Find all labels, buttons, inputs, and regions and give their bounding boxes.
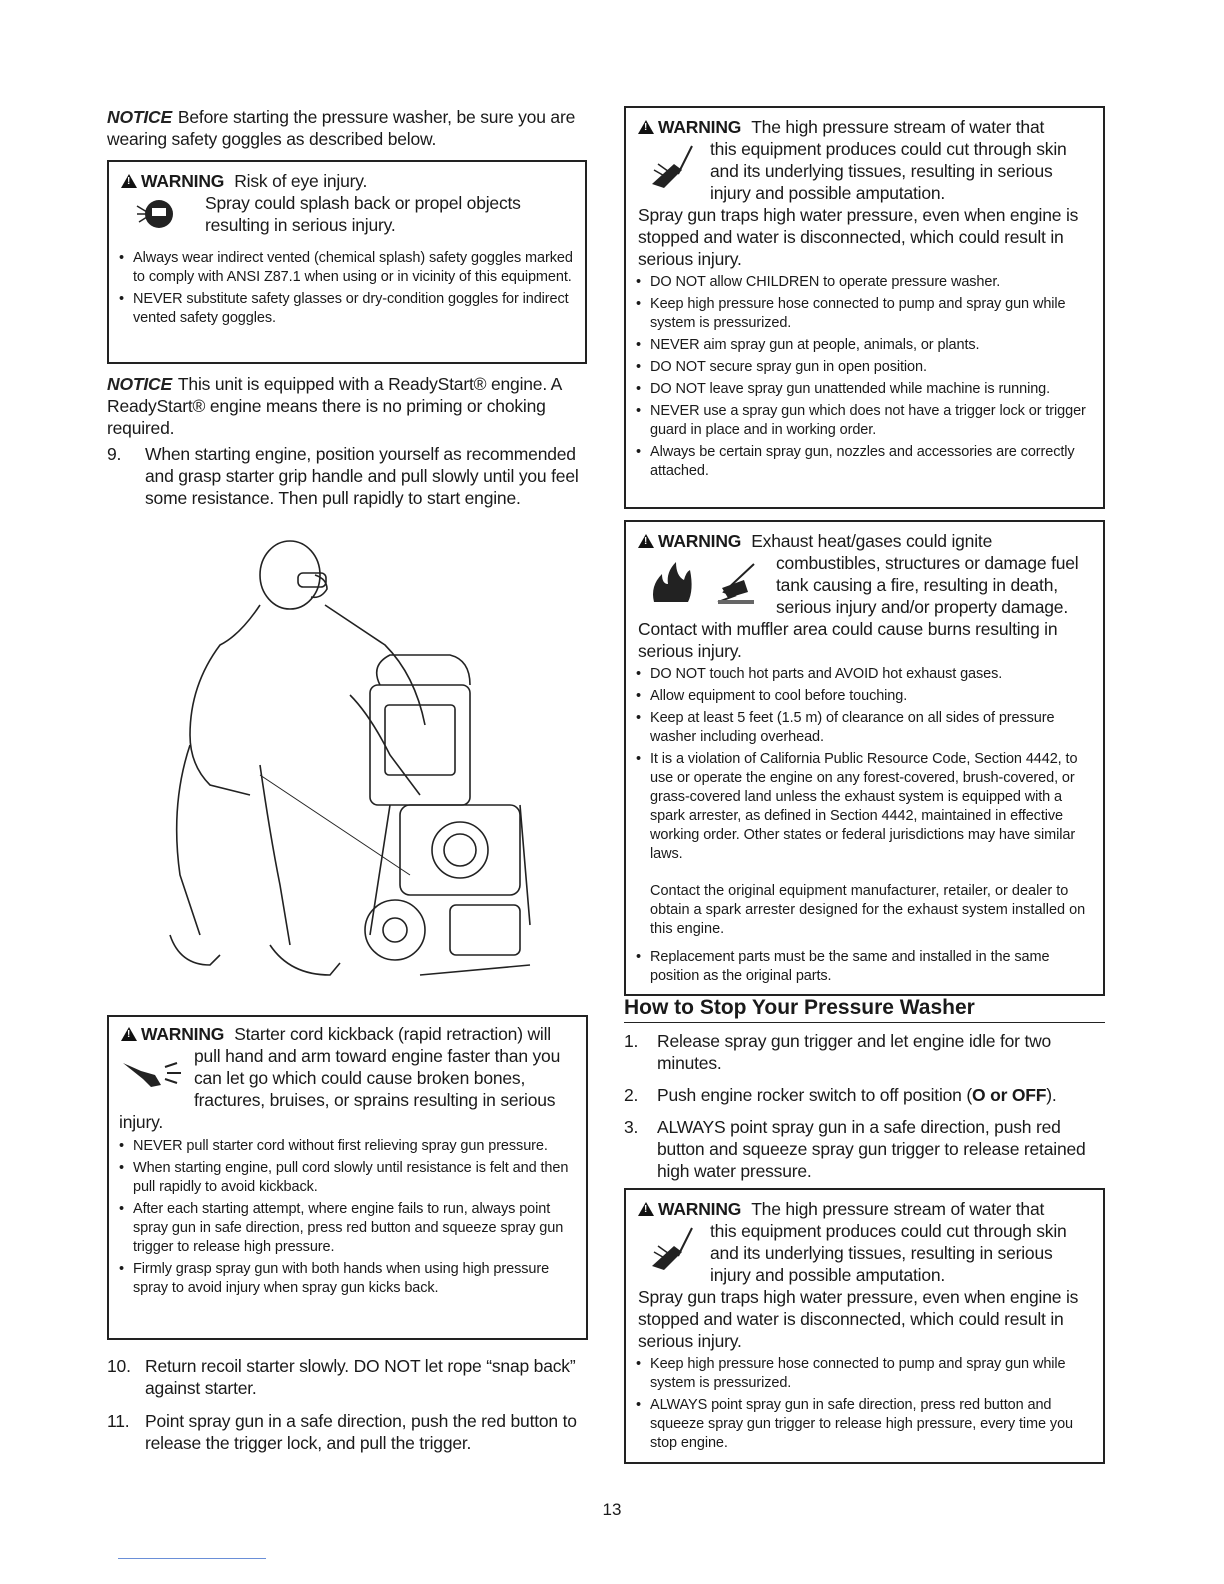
warning-triangle-icon (638, 120, 654, 134)
warning-label: WARNING (141, 171, 225, 191)
list-item: • DO NOT touch hot parts and AVOID hot exhaust gases. (636, 665, 1098, 684)
list-item: • ALWAYS point spray gun in safe direction, press red button and squeeze spray gun trigger to release high pressure, every time you stop engine. (636, 1396, 1098, 1453)
eye-protection-icon (135, 196, 175, 234)
warning-triangle-icon (121, 1027, 137, 1041)
list-item: • It is a violation of California Public Resource Code, Section 4442, to use or operate the engine on any forest-covered, brush-covered, or grass-covered land unless the exhaust system is equipped with a spark arrester, as defined in Section 4442, maintained in effective working order. Other states or federal jurisdictions may have similar laws. (636, 750, 1098, 864)
list-item: • When starting engine, pull cord slowly until resistance is felt and then pull rapidly to avoid kickback. (119, 1159, 577, 1197)
list-item: • DO NOT secure spray gun in open position. (636, 358, 1098, 377)
step-9: 9. When starting engine, position yourself as recommended and grasp starter grip handle and pull slowly until you feel some resistance. Then pull rapidly to start engine. (107, 444, 579, 508)
eye-warning-bullets (119, 246, 575, 328)
page-number: 13 (602, 1500, 622, 1519)
spark-arrester-contact: Contact the original equipment manufacturer, retailer, or dealer to obtain a spark arrester designed for the exhaust system installed on this engine. (650, 883, 1086, 937)
list-item: • NEVER use a spray gun which does not have a trigger lock or trigger guard in place and in working order. (636, 402, 1098, 440)
list-item: • Replacement parts must be the same and installed in the same position as the original parts. (636, 948, 1098, 986)
stop-step-2: 2. Push engine rocker switch to off position (O or OFF). (624, 1085, 1057, 1105)
list-item: • Always wear indirect vented (chemical splash) safety goggles marked to comply with ANSI Z87.1 when using or in vicinity of this equipment. (119, 249, 575, 287)
kickback-warning-bullets (119, 1134, 577, 1298)
warning-exhaust-heat: !WARNING Exhaust heat/gases could ignite combustibles, structures or damage fuel tank causing a fire, resulting in death, serious injury and/or property damage. Contact with muffler area could cause burns resulting in serious injury. • DO NOT touch hot parts and AVOID hot exhaust gases. • Allow equipment to cool before touching. • Keep at least 5 feet (1.5 m) of clearance on all sides of pressure washer including overhead. • It is a violation of California Public Resource Code, Section 4442, to use or operate the engine on any forest-covered, brush-covered, or grass-covered land unless the exhaust system is equipped with a spark arrester, as defined in Section 4442, maintained in effective working order. Other states or federal jurisdictions may have similar laws. Contact the original equipment manufacturer, retailer, or dealer to obtain a spark arrester designed for the exhaust system installed on this engine. • Replacement parts must be the same and installed in the same position as the original parts. (624, 520, 1105, 996)
list-item: • NEVER aim spray gun at people, animals, or plants. (636, 336, 1098, 355)
spray-cut-hazard-icon (648, 1226, 702, 1272)
warning-label: WARNING (658, 531, 742, 551)
notice-readystart: NOTICE This unit is equipped with a ReadyStart® engine. A ReadyStart® engine means there is no priming or choking required. (107, 374, 562, 438)
list-item: • Keep high pressure hose connected to pump and spray gun while system is pressurized. (636, 295, 1098, 333)
notice-goggles: NOTICE Before starting the pressure washer, be sure you are wearing safety goggles as described below. (107, 107, 576, 149)
stop-step-3: 3. ALWAYS point spray gun in a safe direction, push red button and squeeze spray gun trigger to release retained high water pressure. (624, 1117, 1086, 1181)
section-rule (624, 1022, 1105, 1023)
warning-label: WARNING (658, 117, 742, 137)
warning-high-pressure-stream: !WARNING The high pressure stream of water that this equipment produces could cut through skin and its underlying tissues, resulting in serious injury and possible amputation. Spray gun traps high water pressure, even when engine is stopped and water is disconnected, which could result in serious injury. • DO NOT allow CHILDREN to operate pressure washer. • Keep high pressure hose connected to pump and spray gun while system is pressurized. • NEVER aim spray gun at people, animals, or plants. • DO NOT secure spray gun in open position. • DO NOT leave spray gun unattended while machine is running. • NEVER use a spray gun which does not have a trigger lock or trigger guard in place and in working order. • Always be certain spray gun, nozzles and accessories are correctly attached. (624, 106, 1105, 509)
warning-triangle-icon (638, 534, 654, 548)
list-item: • DO NOT leave spray gun unattended while machine is running. (636, 380, 1098, 399)
list-item: • Allow equipment to cool before touching. (636, 687, 1098, 706)
notice-label: NOTICE (107, 374, 172, 394)
pressure-warning-bullets (636, 270, 1098, 481)
list-item: • Firmly grasp spray gun with both hands when using high pressure spray to avoid injury when spray gun kicks back. (119, 1260, 577, 1298)
step-10: 10. Return recoil starter slowly. DO NOT let rope “snap back” against starter. (107, 1356, 576, 1398)
spray-cut-hazard-icon (648, 144, 702, 190)
list-item: • DO NOT allow CHILDREN to operate pressure washer. (636, 273, 1098, 292)
notice-label: NOTICE (107, 107, 172, 127)
warning-high-pressure-stream-2: !WARNING The high pressure stream of water that this equipment produces could cut through skin and its underlying tissues, resulting in serious injury and possible amputation. Spray gun traps high water pressure, even when engine is stopped and water is disconnected, which could result in serious injury. • Keep high pressure hose connected to pump and spray gun while system is pressurized. • ALWAYS point spray gun in safe direction, press red button and squeeze spray gun trigger to release high pressure, every time you stop engine. (624, 1188, 1105, 1464)
step-11: 11. Point spray gun in a safe direction, push the red button to release the trigger lock, and pull the trigger. (107, 1411, 577, 1453)
warning-triangle-icon (638, 1202, 654, 1216)
warning-eye-injury: !WARNING Risk of eye injury. Spray could splash back or propel objects resulting in serious injury. • Always wear indirect vented (chemical splash) safety goggles marked to comply with ANSI Z87.1 when using or in vicinity of this equipment. • NEVER substitute safety glasses or dry-condition goggles for indirect vented safety goggles. (107, 160, 587, 364)
stop-step-1: 1. Release spray gun trigger and let engine idle for two minutes. (624, 1031, 1052, 1073)
warning-label: WARNING (141, 1024, 225, 1044)
hot-surface-icon (714, 562, 758, 606)
list-item: • NEVER pull starter cord without first relieving spray gun pressure. (119, 1137, 577, 1156)
hand-kickback-icon (121, 1057, 183, 1097)
illustration-starting-engine (150, 535, 550, 1005)
warning-triangle-icon (121, 174, 137, 188)
footer-rule (118, 1558, 266, 1559)
list-item: • Keep at least 5 feet (1.5 m) of clearance on all sides of pressure washer including overhead. (636, 709, 1098, 747)
pressure-warning-bullets-2 (636, 1352, 1098, 1453)
list-item: • Always be certain spray gun, nozzles and accessories are correctly attached. (636, 443, 1098, 481)
warning-label: WARNING (658, 1199, 742, 1219)
list-item: • NEVER substitute safety glasses or dry-condition goggles for indirect vented safety goggles. (119, 290, 575, 328)
warning-cord-kickback: !WARNING Starter cord kickback (rapid retraction) will pull hand and arm toward engine faster than you can let go which could cause broken bones, fractures, bruises, or sprains resulting in serious injury. • NEVER pull starter cord without first relieving spray gun pressure. • When starting engine, pull cord slowly until resistance is felt and then pull rapidly to avoid kickback. • After each starting attempt, where engine fails to run, always point spray gun in safe direction, press red button and squeeze spray gun trigger to release high pressure. • Firmly grasp spray gun with both hands when using high pressure spray to avoid injury when spray gun kicks back. (107, 1015, 588, 1340)
section-title: How to Stop Your Pressure Washer (624, 996, 975, 1019)
fire-hazard-icon (648, 560, 696, 604)
list-item: • After each starting attempt, where engine fails to run, always point spray gun in safe direction, press red button and squeeze spray gun trigger to release high pressure. (119, 1200, 577, 1257)
exhaust-warning-bullets (636, 662, 1098, 864)
list-item: • Keep high pressure hose connected to pump and spray gun while system is pressurized. (636, 1355, 1098, 1393)
